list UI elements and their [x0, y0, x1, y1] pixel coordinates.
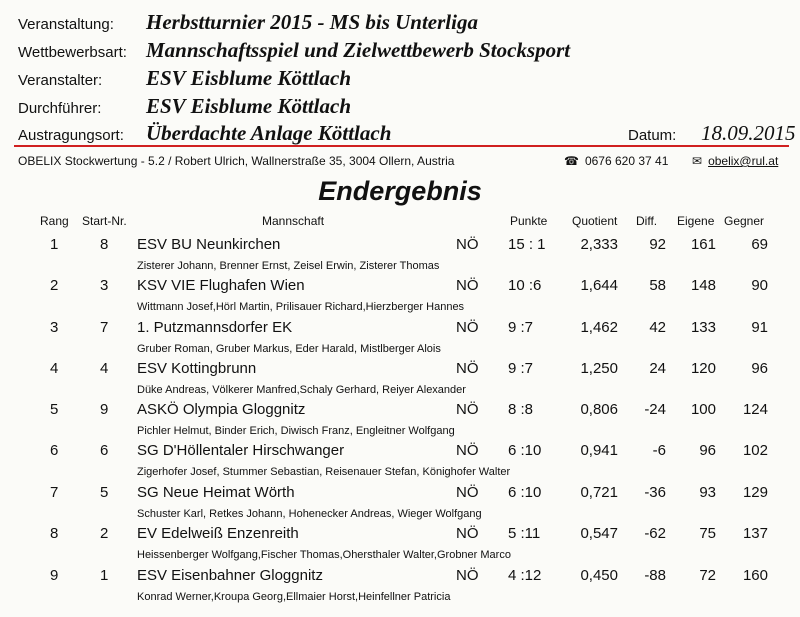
start-cell: 3	[100, 277, 109, 294]
header-value: Überdachte Anlage Köttlach	[146, 121, 392, 145]
email-address: obelix@rul.at	[708, 154, 779, 168]
phone-number: 0676 620 37 41	[584, 154, 669, 168]
page-title: Endergebnis	[318, 176, 482, 206]
members-line: Konrad Werner,Kroupa Georg,Ellmaier Horst,Heinfellner Patricia	[137, 591, 451, 603]
region-cell: NÖ	[456, 484, 479, 501]
region-cell: NÖ	[456, 236, 479, 253]
quotient-cell: 1,462	[580, 319, 618, 336]
header-row-veranstalter	[18, 66, 788, 90]
members-line: Gruber Roman, Gruber Markus, Eder Harald, Mistlberger Alois	[137, 343, 441, 355]
region-cell: NÖ	[456, 525, 479, 542]
members-line: Wittmann Josef,Hörl Martin, Prilisauer Richard,Hierzberger Hannes	[137, 301, 465, 313]
header-label: Veranstalter:	[18, 72, 103, 89]
gegner-cell: 69	[751, 236, 768, 253]
members-line: Pichler Helmut, Binder Erich, Diwisch Franz, Engleitner Wolfgang	[137, 425, 455, 437]
start-cell: 2	[100, 525, 109, 542]
punkte-cell: 6 :10	[508, 442, 542, 459]
header-value: ESV Eisblume Köttlach	[146, 94, 352, 118]
eigene-cell: 148	[690, 277, 716, 294]
team-cell: SG D'Höllentaler Hirschwanger	[137, 442, 345, 459]
rang-cell: 2	[50, 277, 59, 294]
envelope-icon: ✉	[692, 154, 703, 168]
result-row	[0, 401, 800, 443]
punkte-cell: 4 :12	[508, 567, 542, 584]
rang-cell: 5	[50, 401, 59, 418]
gegner-cell: 91	[751, 319, 768, 336]
header-value: Herbstturnier 2015 - MS bis Unterliga	[146, 10, 478, 34]
gegner-cell: 124	[742, 401, 768, 418]
team-cell: ESV Eisenbahner Gloggnitz	[137, 567, 323, 584]
team-cell: ASKÖ Olympia Gloggnitz	[137, 401, 306, 418]
eigene-cell: 93	[699, 484, 716, 501]
datum-label: Datum:	[628, 127, 677, 144]
punkte-cell: 9 :7	[508, 319, 534, 336]
diff-cell: -88	[644, 567, 666, 584]
quotient-cell: 0,450	[580, 567, 618, 584]
team-cell: SG Neue Heimat Wörth	[137, 484, 295, 501]
result-row	[0, 236, 800, 278]
header-label: Veranstaltung:	[18, 16, 114, 33]
header-row-wettbewerbsart	[18, 38, 788, 62]
rang-cell: 3	[50, 319, 59, 336]
phone-info	[564, 154, 668, 168]
diff-cell: -36	[644, 484, 666, 501]
gegner-cell: 96	[751, 360, 768, 377]
gegner-cell: 129	[742, 484, 768, 501]
eigene-cell: 161	[690, 236, 716, 253]
datum-value: 18.09.2015	[701, 121, 796, 145]
result-row	[0, 360, 800, 402]
diff-cell: 58	[649, 277, 666, 294]
gegner-cell: 137	[742, 525, 768, 542]
punkte-cell: 15 : 1	[508, 236, 546, 253]
team-cell: KSV VIE Flughafen Wien	[137, 277, 305, 294]
result-row	[0, 319, 800, 361]
diff-cell: -6	[652, 442, 666, 459]
phone-icon: ☎	[564, 154, 579, 168]
col-diff: Diff.	[636, 214, 658, 228]
region-cell: NÖ	[456, 567, 479, 584]
team-cell: 1. Putzmannsdorfer EK	[137, 319, 293, 336]
members-line: Zigerhofer Josef, Stummer Sebastian, Reisenauer Stefan, Könighofer Walter	[137, 466, 511, 478]
diff-cell: -62	[644, 525, 666, 542]
start-cell: 6	[100, 442, 109, 459]
col-rang: Rang	[40, 214, 69, 228]
result-row	[0, 525, 800, 567]
region-cell: NÖ	[456, 442, 479, 459]
start-cell: 7	[100, 319, 109, 336]
punkte-cell: 6 :10	[508, 484, 542, 501]
eigene-cell: 96	[699, 442, 716, 459]
col-start: Start-Nr.	[82, 214, 127, 228]
members-line: Schuster Karl, Retkes Johann, Hohenecker Andreas, Wieger Wolfgang	[137, 508, 482, 520]
rang-cell: 7	[50, 484, 59, 501]
eigene-cell: 133	[690, 319, 716, 336]
gegner-cell: 102	[742, 442, 768, 459]
eigene-cell: 75	[699, 525, 716, 542]
rang-cell: 9	[50, 567, 59, 584]
result-row	[0, 484, 800, 526]
quotient-cell: 0,721	[580, 484, 618, 501]
members-line: Heissenberger Wolfgang,Fischer Thomas,Ohersthaler Walter,Grobner Marco	[137, 549, 511, 561]
quotient-cell: 2,333	[580, 236, 618, 253]
gegner-cell: 90	[751, 277, 768, 294]
software-info: OBELIX Stockwertung - 5.2 / Robert Ulrich, Wallnerstraße 35, 3004 Ollern, Austria	[18, 154, 455, 168]
region-cell: NÖ	[456, 360, 479, 377]
members-line: Düke Andreas, Völkerer Manfred,Schaly Gerhard, Reiyer Alexander	[137, 384, 466, 396]
header-label: Austragungsort:	[18, 127, 124, 144]
start-cell: 5	[100, 484, 109, 501]
quotient-cell: 0,547	[580, 525, 618, 542]
result-row	[0, 567, 800, 609]
rang-cell: 4	[50, 360, 59, 377]
diff-cell: 42	[649, 319, 666, 336]
col-gegner: Gegner	[724, 214, 765, 228]
region-cell: NÖ	[456, 319, 479, 336]
start-cell: 1	[100, 567, 109, 584]
region-cell: NÖ	[456, 401, 479, 418]
team-cell: EV Edelweiß Enzenreith	[137, 525, 299, 542]
rang-cell: 8	[50, 525, 59, 542]
punkte-cell: 9 :7	[508, 360, 534, 377]
start-cell: 4	[100, 360, 109, 377]
members-line: Zisterer Johann, Brenner Ernst, Zeisel Erwin, Zisterer Thomas	[137, 260, 440, 272]
rang-cell: 6	[50, 442, 59, 459]
header-label: Wettbewerbsart:	[18, 44, 127, 61]
col-quotient: Quotient	[572, 214, 618, 228]
start-cell: 8	[100, 236, 109, 253]
diff-cell: -24	[644, 401, 666, 418]
result-row	[0, 277, 800, 319]
header-label: Durchführer:	[18, 100, 102, 117]
start-cell: 9	[100, 401, 109, 418]
eigene-cell: 100	[690, 401, 716, 418]
region-cell: NÖ	[456, 277, 479, 294]
result-row	[0, 442, 800, 484]
email-info	[692, 154, 778, 168]
quotient-cell: 0,806	[580, 401, 618, 418]
team-cell: ESV Kottingbrunn	[137, 360, 257, 377]
diff-cell: 24	[649, 360, 666, 377]
col-punkte: Punkte	[510, 214, 548, 228]
col-team: Mannschaft	[262, 214, 325, 228]
punkte-cell: 8 :8	[508, 401, 534, 418]
col-eigene: Eigene	[677, 214, 715, 228]
eigene-cell: 72	[699, 567, 716, 584]
quotient-cell: 1,250	[580, 360, 618, 377]
gegner-cell: 160	[742, 567, 768, 584]
header-value: Mannschaftsspiel und Zielwettbewerb Stocksport	[146, 38, 571, 62]
eigene-cell: 120	[690, 360, 716, 377]
quotient-cell: 0,941	[580, 442, 618, 459]
header-row-veranstaltung	[18, 10, 788, 34]
diff-cell: 92	[649, 236, 666, 253]
punkte-cell: 10 :6	[508, 277, 542, 294]
header-row-durchfuehrer	[18, 94, 788, 118]
punkte-cell: 5 :11	[508, 525, 541, 542]
header-value: ESV Eisblume Köttlach	[146, 66, 352, 90]
quotient-cell: 1,644	[580, 277, 618, 294]
team-cell: ESV BU Neunkirchen	[137, 236, 281, 253]
header-row-austragungsort	[18, 121, 796, 145]
header-divider	[14, 145, 789, 147]
rang-cell: 1	[50, 236, 59, 253]
